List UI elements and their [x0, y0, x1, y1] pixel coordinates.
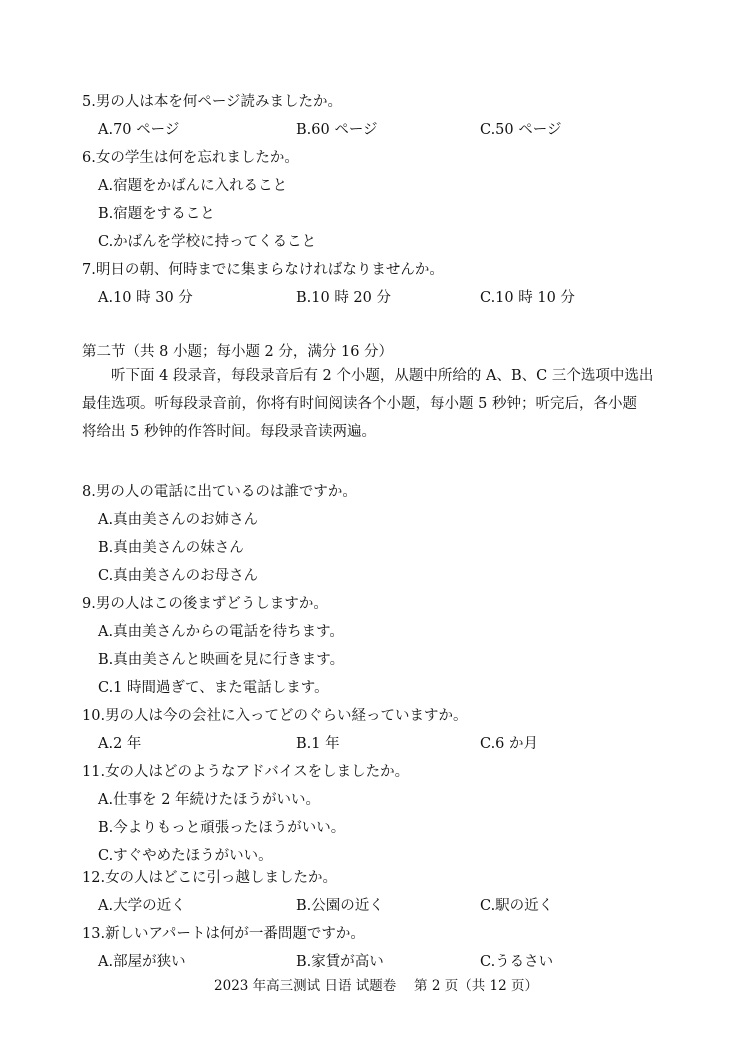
option-12c: C.駅の近く: [480, 898, 554, 914]
question-9: [82, 592, 328, 613]
option-7b: B.10 時 20 分: [296, 290, 391, 306]
question-number: 10.: [82, 708, 106, 724]
option-10a: A.2 年: [98, 736, 142, 752]
option-8c: C.真由美さんのお母さん: [98, 568, 259, 584]
option-10c: C.6 か月: [480, 736, 539, 752]
question-number: 11.: [82, 764, 106, 780]
question-13: [82, 922, 365, 943]
question-6: [82, 146, 299, 167]
instruction-line-2: 最佳选项。听每段录音前，你将有时间阅读各个小题，每小题 5 秒钟；听完后，各小题: [82, 396, 637, 412]
question-text: 新しいアパートは何が一番問題ですか。: [105, 926, 365, 942]
question-7: [82, 258, 444, 279]
question-5: [82, 90, 342, 111]
option-11c: C.すぐやめたほうがいい。: [98, 848, 273, 864]
option-13b: B.家賃が高い: [296, 954, 384, 970]
question-number: 9.: [82, 596, 96, 612]
question-number: 5.: [82, 94, 96, 110]
option-12b: B.公園の近く: [296, 898, 384, 914]
question-number: 12.: [82, 870, 106, 886]
option-8b: B.真由美さんの妹さん: [98, 540, 244, 556]
question-10: [82, 704, 468, 725]
option-6b: B.宿題をすること: [98, 206, 215, 222]
option-13a: A.部屋が狭い: [98, 954, 186, 970]
instruction-line-3: 将给出 5 秒钟的作答时间。每段录音读两遍。: [82, 424, 376, 440]
option-12a: A.大学の近く: [98, 898, 186, 914]
option-9b: B.真由美さんと映画を見に行きます。: [98, 652, 345, 668]
question-text: 女の人はどこに引っ越しましたか。: [105, 870, 338, 886]
page-footer: 2023 年高三测试 日语 试题卷 第 2 页（共 12 页）: [214, 978, 538, 994]
question-text: 明日の朝、何時までに集まらなければなりませんか。: [95, 262, 444, 278]
option-11b: B.今よりもっと頑張ったほうがいい。: [98, 820, 346, 836]
option-5a: A.70 ページ: [98, 122, 180, 138]
option-9c: C.1 時間過ぎて、また電話します。: [98, 680, 329, 696]
question-8: [82, 480, 357, 501]
instruction-line-1: 听下面 4 段录音，每段录音后有 2 个小题，从题中所给的 A、B、C 三个选项中选出: [111, 368, 654, 384]
option-6c: C.かばんを学校に持ってくること: [98, 234, 317, 250]
option-10b: B.1 年: [296, 736, 340, 752]
option-13c: C.うるさい: [480, 954, 554, 970]
question-12: [82, 866, 337, 887]
option-9a: A.真由美さんからの電話を待ちます。: [98, 624, 344, 640]
option-5c: C.50 ページ: [480, 122, 562, 138]
option-7c: C.10 時 10 分: [480, 290, 575, 306]
option-11a: A.仕事を 2 年続けたほうがいい。: [98, 792, 321, 808]
question-text: 男の人は今の会社に入ってどのぐらい経っていますか。: [105, 708, 468, 724]
question-number: 13.: [82, 926, 106, 942]
option-8a: A.真由美さんのお姉さん: [98, 512, 259, 528]
option-7a: A.10 時 30 分: [98, 290, 193, 306]
section-title: 第二节（共 8 小题；每小题 2 分，满分 16 分）: [82, 344, 394, 360]
question-number: 6.: [82, 150, 96, 166]
section-instructions: [82, 362, 674, 446]
question-text: 女の人はどのようなアドバイスをしましたか。: [105, 764, 410, 780]
question-text: 男の人は本を何ページ読みましたか。: [95, 94, 343, 110]
question-text: 男の人はこの後まずどうしますか。: [95, 596, 328, 612]
option-6a: A.宿題をかばんに入れること: [98, 178, 288, 194]
option-5b: B.60 ページ: [296, 122, 378, 138]
question-number: 7.: [82, 262, 96, 278]
question-text: 男の人の電話に出ているのは誰ですか。: [95, 484, 357, 500]
question-number: 8.: [82, 484, 96, 500]
question-text: 女の学生は何を忘れましたか。: [95, 150, 299, 166]
question-11: [82, 760, 409, 781]
